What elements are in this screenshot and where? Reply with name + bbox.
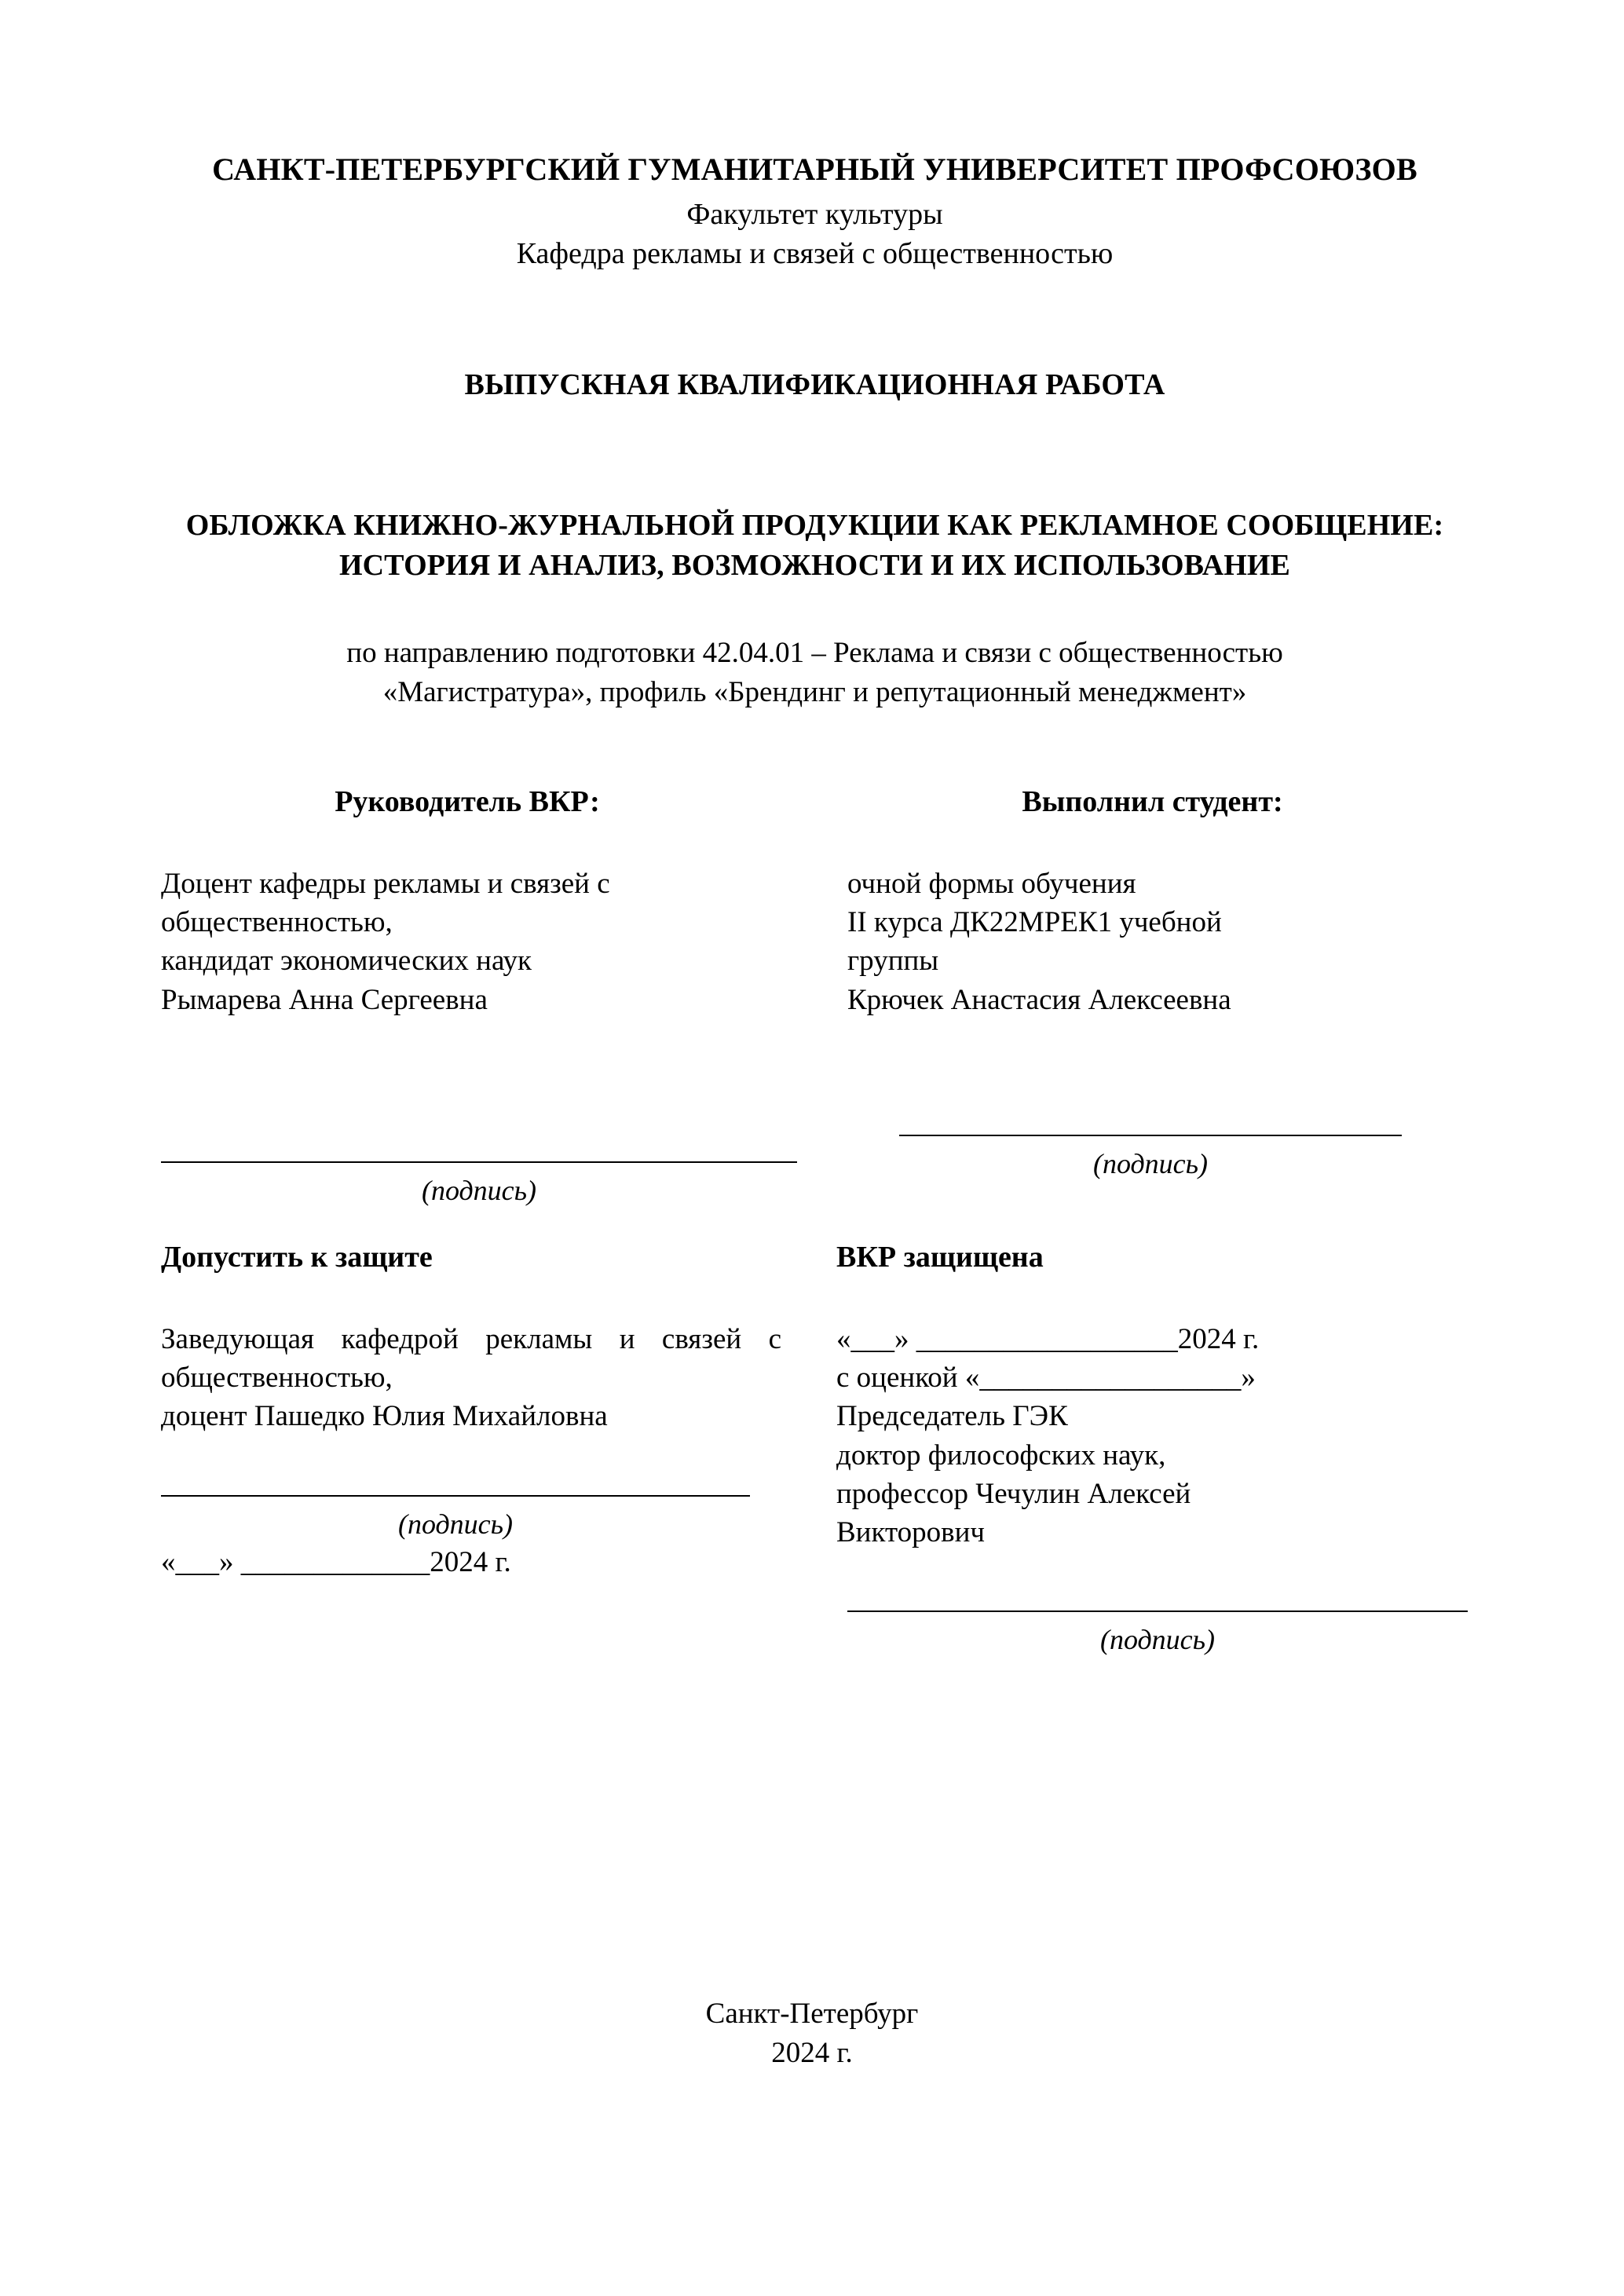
title-page-content	[161, 149, 1469, 1758]
defense-column	[836, 1240, 1469, 1656]
student-column	[836, 784, 1469, 1180]
supervisor-line-1: Доцент кафедры рекламы и связей с	[161, 867, 610, 900]
admission-date-line: «___» _____________2024 г.	[161, 1545, 511, 1578]
supervisor-column	[161, 784, 789, 1207]
supervisor-line-4: Рымарева Анна Сергеевна	[161, 983, 488, 1016]
page-footer	[0, 1994, 1624, 2073]
admission-signature-caption: (подпись)	[397, 1508, 514, 1540]
supervisor-line-2: общественностью,	[161, 906, 393, 939]
supervisor-heading: Руководитель ВКР:	[335, 784, 600, 818]
student-signature-line	[899, 1134, 1402, 1136]
student-heading: Выполнил студент:	[1022, 784, 1283, 818]
admission-column	[161, 1240, 789, 1579]
admission-line-2: доцент Пашедко Юлия Михайловна	[161, 1400, 608, 1433]
defense-grade-line: с оценкой «__________________»	[836, 1362, 1256, 1395]
student-line-2: II курса ДК22МРЕК1 учебной	[847, 906, 1222, 939]
program-direction-line-1: по направлению подготовки 42.04.01 – Реклама и связи с общественностью	[346, 637, 1283, 670]
supervisor-details	[161, 865, 789, 1019]
admission-defense-block	[161, 1240, 1469, 1758]
program-direction-line-2: «Магистратура», профиль «Брендинг и репутационный менеджмент»	[382, 675, 1247, 708]
city-name: Санкт-Петербург	[705, 1998, 919, 2030]
defense-signature-caption: (подпись)	[1099, 1624, 1216, 1656]
thesis-title: ОБЛОЖКА КНИЖНО-ЖУРНАЛЬНОЙ ПРОДУКЦИИ КАК РЕКЛАМНОЕ СООБЩЕНИЕ: ИСТОРИЯ И АНАЛИЗ, ВОЗМОЖНОСТИ И ИХ ИСПОЛЬЗОВАНИЕ	[185, 508, 1444, 582]
student-details	[836, 865, 1469, 1019]
university-name: САНКТ-ПЕТЕРБУРГСКИЙ ГУМАНИТАРНЫЙ УНИВЕРСИТЕТ ПРОФСОЮЗОВ	[212, 152, 1417, 187]
year: 2024 г.	[771, 2036, 853, 2069]
defense-date-line: «___» __________________2024 г.	[836, 1322, 1260, 1355]
defense-chair-line-2: доктор философских наук,	[836, 1439, 1166, 1472]
student-line-4: Крючек Анастасия Алексеевна	[847, 983, 1231, 1016]
student-line-3: группы	[847, 945, 939, 978]
supervisor-student-block	[161, 784, 1469, 1206]
defense-chair-line-1: Председатель ГЭК	[836, 1400, 1068, 1433]
work-type: ВЫПУСКНАЯ КВАЛИФИКАЦИОННАЯ РАБОТА	[464, 367, 1165, 401]
department-name: Кафедра рекламы и связей с общественностью	[516, 236, 1114, 270]
student-line-1: очной формы обучения	[847, 867, 1136, 900]
supervisor-line-3: кандидат экономических наук	[161, 945, 532, 978]
supervisor-signature-line	[161, 1161, 797, 1163]
supervisor-signature-caption: (подпись)	[421, 1174, 537, 1206]
defense-signature-line	[847, 1610, 1468, 1612]
defense-heading: ВКР защищена	[836, 1240, 1044, 1274]
student-signature-caption: (подпись)	[1092, 1147, 1209, 1179]
admission-heading: Допустить к защите	[161, 1240, 433, 1274]
defense-details	[836, 1320, 1469, 1552]
defense-chair-line-3: профессор Чечулин Алексей	[836, 1477, 1191, 1510]
defense-chair-line-4: Викторович	[836, 1515, 986, 1548]
faculty-name: Факультет культуры	[686, 198, 943, 232]
admission-line-1: Заведующая кафедрой рекламы и связей с общественностью,	[161, 1322, 781, 1395]
admission-signature-line	[161, 1494, 750, 1497]
